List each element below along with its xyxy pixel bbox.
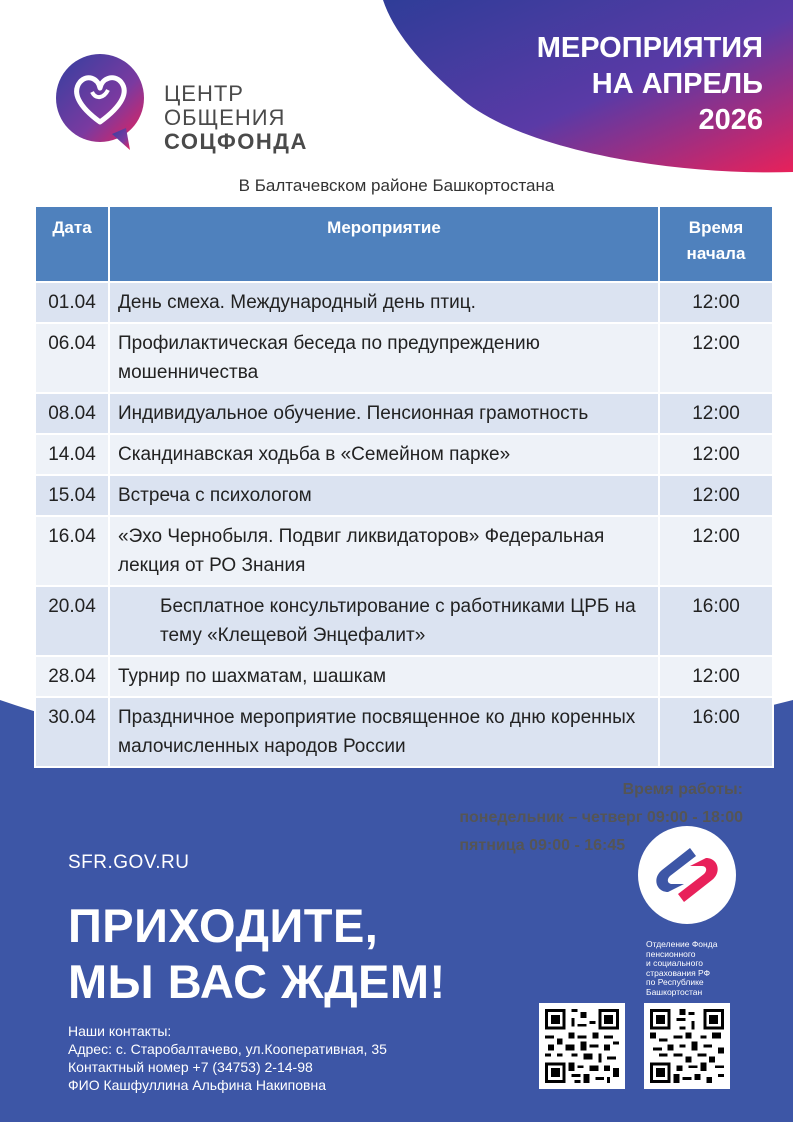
row-time: 12:00 [659, 656, 773, 697]
sfr-caption-line: по Республике [646, 977, 704, 987]
row-time: 12:00 [659, 475, 773, 516]
row-event: Скандинавская ходьба в «Семейном парке» [109, 434, 659, 475]
row-date: 08.04 [35, 393, 109, 434]
table-row [35, 282, 773, 323]
sfr-caption-line: и социального [646, 958, 703, 968]
logo-text [164, 82, 308, 154]
logo-line-1: ЦЕНТР [164, 81, 244, 106]
table-header-row [35, 206, 773, 282]
row-date: 30.04 [35, 697, 109, 767]
title-line-3: 2026 [698, 104, 763, 136]
row-event: Встреча с психологом [109, 475, 659, 516]
events-table [34, 205, 774, 768]
row-date: 01.04 [35, 282, 109, 323]
title-line-2: НА АПРЕЛЬ [591, 68, 763, 100]
slogan-line-2: МЫ ВАС ЖДЕМ! [68, 955, 446, 1008]
contacts [68, 1022, 387, 1094]
row-time: 12:00 [659, 516, 773, 586]
row-date: 20.04 [35, 586, 109, 656]
row-date: 15.04 [35, 475, 109, 516]
row-event: Профилактическая беседа по предупреждению мошенничества [109, 323, 659, 393]
contacts-phone: Контактный номер +7 (34753) 2-14-98 [68, 1059, 313, 1075]
sfr-caption [646, 940, 736, 997]
contacts-address: Адрес: с. Старобалтачево, ул.Кооперативная, 35 [68, 1041, 387, 1057]
header-event: Мероприятие [109, 206, 659, 282]
table-row [35, 475, 773, 516]
row-event: Индивидуальное обучение. Пенсионная грамотность [109, 393, 659, 434]
row-time: 12:00 [659, 393, 773, 434]
row-date: 16.04 [35, 516, 109, 586]
row-time: 12:00 [659, 434, 773, 475]
sfr-caption-line: страхования РФ [646, 967, 711, 978]
row-time: 12:00 [659, 323, 773, 393]
row-event: «Эхо Чернобыля. Подвиг ликвидаторов» Федеральная лекция от РО Знания [109, 516, 659, 586]
header-time: Время начала [659, 206, 773, 282]
heart-logo-icon [52, 52, 157, 152]
row-date: 06.04 [35, 323, 109, 393]
sfr-logo [638, 826, 736, 924]
contacts-title: Наши контакты: [68, 1023, 172, 1039]
sfr-logo-icon [638, 826, 736, 924]
row-date: 28.04 [35, 656, 109, 697]
page-title [537, 30, 763, 138]
slogan-line-1: ПРИХОДИТЕ, [68, 899, 379, 952]
qr-code-2-icon[interactable] [644, 1003, 730, 1089]
sfr-caption-line: Башкортостан [646, 986, 703, 997]
title-line-1: МЕРОПРИЯТИЯ [536, 32, 763, 64]
table-row [35, 697, 773, 767]
contacts-person: ФИО Кашфуллина Альфина Накиповна [68, 1077, 326, 1093]
qr-code-1-icon[interactable] [539, 1003, 625, 1089]
header-date: Дата [35, 206, 109, 282]
sfr-caption-line: Отделение Фонда [646, 939, 718, 949]
table-row [35, 323, 773, 393]
row-date: 14.04 [35, 434, 109, 475]
subtitle: В Балтачевском районе Башкортостана [238, 176, 555, 195]
row-event: Бесплатное консультирование с работниками ЦРБ на тему «Клещевой Энцефалит» [109, 586, 659, 656]
hours-weekdays: понедельник – четверг 09:00 - 18:00 [459, 809, 743, 826]
row-event: День смеха. Международный день птиц. [109, 282, 659, 323]
slogan [68, 898, 446, 1010]
row-time: 16:00 [659, 697, 773, 767]
logo-line-3: СОЦФОНДА [164, 129, 308, 154]
row-time: 12:00 [659, 282, 773, 323]
logo-line-2: ОБЩЕНИЯ [164, 105, 286, 130]
table-row [35, 586, 773, 656]
website-link[interactable]: SFR.GOV.RU [68, 852, 190, 873]
table-row [35, 393, 773, 434]
row-event: Турнир по шахматам, шашкам [109, 656, 659, 697]
hours-friday: пятница 09:00 - 16:45 [459, 837, 626, 854]
table-row [35, 516, 773, 586]
table-row [35, 656, 773, 697]
sfr-caption-line: пенсионного [646, 948, 696, 959]
row-time: 16:00 [659, 586, 773, 656]
row-event: Праздничное мероприятие посвященное ко дню коренных малочисленных народов России [109, 697, 659, 767]
table-row [35, 434, 773, 475]
hours-title: Время работы: [622, 781, 743, 798]
